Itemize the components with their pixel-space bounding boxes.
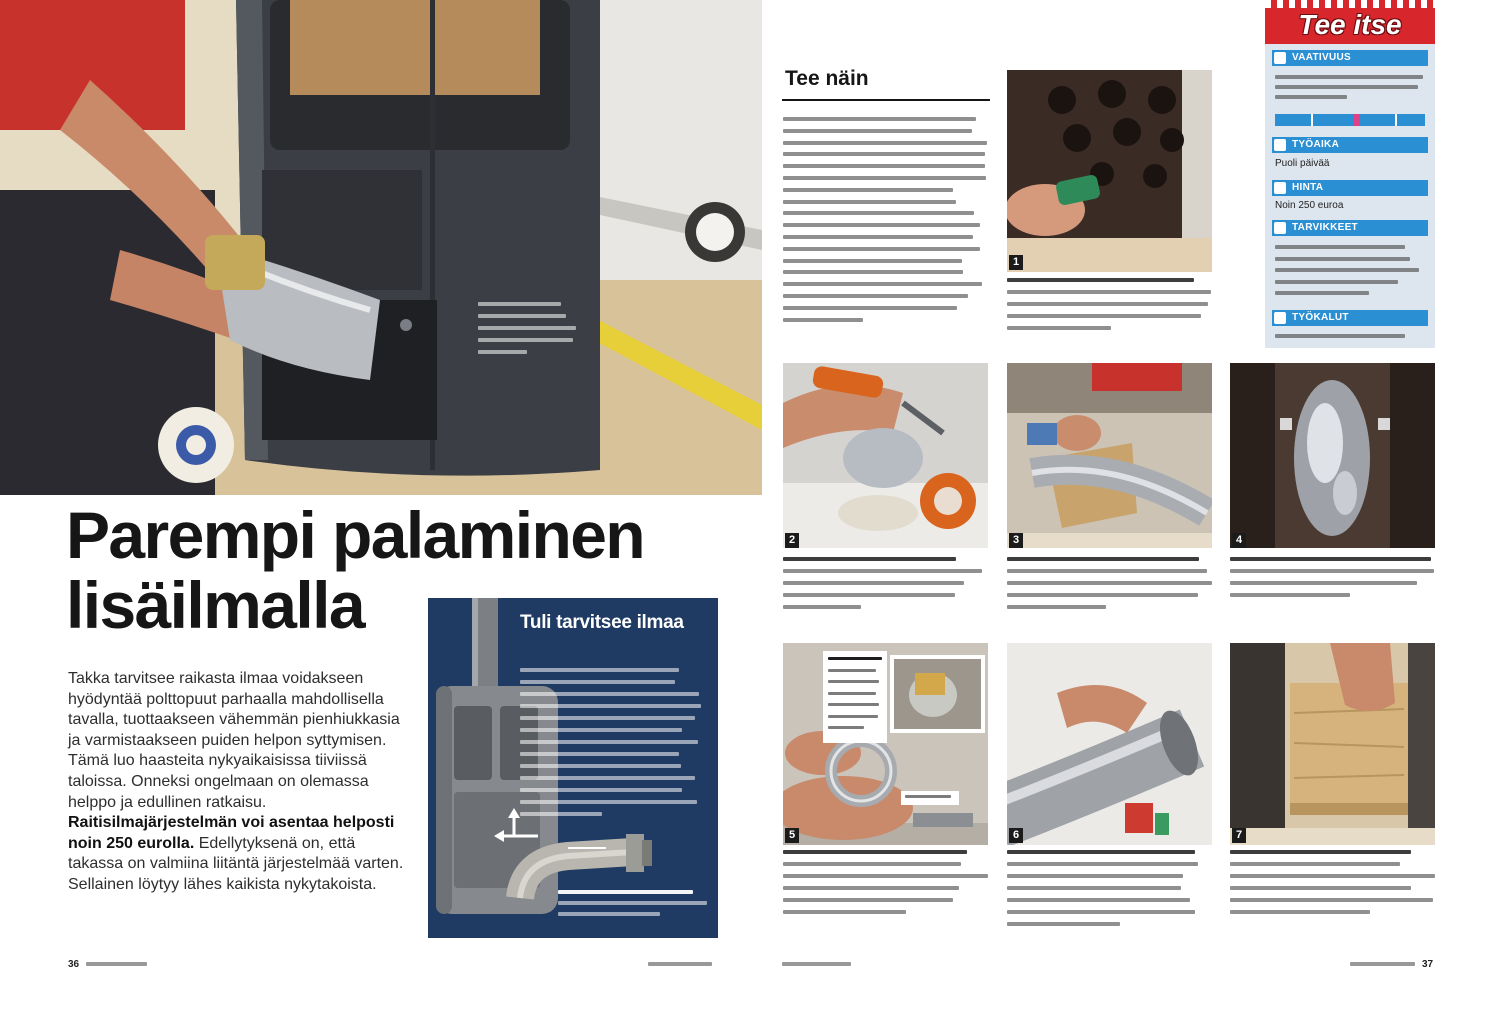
text-line	[1230, 910, 1370, 914]
text-line	[1230, 898, 1433, 902]
text-line	[520, 680, 675, 684]
text-line	[1007, 898, 1190, 902]
text-line	[558, 901, 707, 905]
right-footer-website	[782, 962, 854, 967]
text-line	[520, 812, 602, 816]
difficulty-scale-divider	[1311, 114, 1313, 126]
text-line	[1275, 291, 1369, 295]
sidebar-title: Tee itse	[1298, 9, 1402, 40]
text-line	[520, 752, 679, 756]
sidebar-section-time	[1272, 137, 1428, 153]
sidebar-label-time: TYÖAIKA	[1292, 139, 1340, 150]
step-photo-2-scene	[783, 363, 988, 548]
right-footer-magazine	[1350, 962, 1415, 967]
text-line	[783, 152, 985, 156]
sidebar-label-price: HINTA	[1292, 182, 1324, 193]
sidebar-tools-list	[1275, 334, 1425, 340]
step-photo-7-scene	[1230, 643, 1435, 845]
info-box-caption	[558, 890, 708, 926]
text-line	[905, 795, 951, 798]
text-line	[1275, 257, 1410, 261]
text-line	[783, 141, 987, 145]
text-line	[520, 740, 698, 744]
text-line	[1007, 850, 1195, 854]
step-photo-5-label	[905, 795, 955, 801]
text-line	[783, 176, 986, 180]
hero-photo-caption	[478, 302, 576, 362]
step-badge-3: 3	[1009, 533, 1023, 548]
sidebar-difficulty-text	[1275, 75, 1425, 105]
text-line	[1275, 268, 1419, 272]
text-line	[1275, 85, 1418, 89]
text-line	[783, 259, 962, 263]
text-line	[520, 776, 695, 780]
text-line	[782, 962, 851, 966]
text-line	[1230, 581, 1417, 585]
difficulty-marker	[1353, 114, 1360, 126]
step-photo-5-callout	[828, 657, 883, 739]
text-line	[1007, 910, 1195, 914]
text-line	[1275, 245, 1405, 249]
text-line	[828, 715, 878, 718]
left-footer-magazine	[86, 962, 158, 967]
text-line	[828, 680, 879, 683]
text-line	[1007, 557, 1199, 561]
text-line	[520, 788, 682, 792]
text-line	[1007, 314, 1201, 318]
sidebar-supplies-list	[1275, 245, 1425, 303]
sidebar-section-price	[1272, 180, 1428, 196]
step-photo-1-scene	[1007, 70, 1212, 272]
text-line	[783, 306, 957, 310]
text-line	[783, 129, 972, 133]
article-title-line-1: Parempi palaminen	[66, 498, 645, 572]
text-line	[783, 117, 976, 121]
right-page-number: 37	[1422, 959, 1434, 970]
text-line	[783, 886, 959, 890]
text-line	[783, 223, 980, 227]
hero-photo	[0, 0, 762, 495]
text-line	[558, 912, 660, 916]
text-line	[828, 726, 864, 729]
article-intro	[68, 669, 410, 896]
text-line	[783, 569, 982, 573]
text-line	[1007, 569, 1207, 573]
info-box-text	[520, 668, 702, 828]
text-line	[520, 716, 695, 720]
text-line	[1230, 569, 1434, 573]
text-line	[1230, 886, 1411, 890]
text-line	[1275, 280, 1398, 284]
step-badge-4: 4	[1232, 533, 1246, 548]
wrench-icon	[1274, 312, 1286, 324]
text-line	[1007, 278, 1194, 282]
step-caption-3	[1007, 557, 1212, 623]
text-line	[783, 850, 967, 854]
text-line	[783, 164, 985, 168]
text-line	[1007, 605, 1106, 609]
intro-text-1: Takka tarvitsee raikasta ilmaa voidakseen hyödyntää polttopuut parhaalla mahdollisella tavalla, tuottaakseen vähemmän pienhiukkasia ja varmistaakseen puiden helpon syttymisen. Tämä luo haasteita nykyaikaisissa tiiviissä taloissa. Onneksi ongelmaan on olemassa helppo ja edullinen ratkaisu.	[68, 670, 400, 811]
step-photo-3	[1007, 363, 1212, 548]
text-line	[783, 862, 961, 866]
text-line	[1007, 302, 1208, 306]
text-line	[478, 326, 576, 330]
info-box	[428, 598, 718, 938]
left-page-number: 36	[68, 959, 80, 970]
step-photo-3-scene	[1007, 363, 1212, 548]
text-line	[828, 692, 876, 695]
text-line	[783, 318, 863, 322]
heading-rule	[782, 99, 990, 101]
step-photo-4-scene	[1230, 363, 1435, 548]
step-badge-7: 7	[1232, 828, 1246, 843]
text-line	[1007, 922, 1120, 926]
text-line	[1007, 886, 1181, 890]
step-badge-6: 6	[1009, 828, 1023, 843]
intro-text-bold: Raitisilmajärjestelmän voi asentaa helposti noin 250 eurolla.	[68, 814, 395, 852]
text-line	[783, 270, 963, 274]
text-line	[520, 800, 697, 804]
step-caption-1	[1007, 278, 1212, 344]
step-photo-7	[1230, 643, 1435, 845]
text-line	[783, 898, 953, 902]
text-line	[1230, 874, 1435, 878]
steps-heading: Tee näin	[785, 67, 869, 90]
text-line	[783, 593, 955, 597]
text-line	[1007, 874, 1183, 878]
step-photo-6	[1007, 643, 1212, 845]
text-line	[1275, 95, 1347, 99]
sidebar-value-price: Noin 250 euroa	[1275, 200, 1344, 211]
text-line	[86, 962, 147, 966]
text-line	[520, 728, 682, 732]
text-line	[478, 314, 566, 318]
text-line	[1007, 290, 1211, 294]
sidebar-value-time: Puoli päivää	[1275, 158, 1330, 169]
text-line	[520, 668, 679, 672]
text-line	[783, 910, 906, 914]
diy-sidebar	[1265, 0, 1435, 348]
step-photo-6-scene	[1007, 643, 1212, 845]
step-photo-5-scene	[783, 643, 988, 845]
text-line	[478, 350, 527, 354]
step-caption-5	[783, 850, 988, 920]
article-title-line-2: lisäilmalla	[66, 568, 364, 642]
step-badge-1: 1	[1009, 255, 1023, 270]
text-line	[783, 211, 974, 215]
step-caption-2	[783, 557, 988, 623]
text-line	[783, 282, 982, 286]
step-caption-7	[1230, 850, 1435, 920]
text-line	[1007, 326, 1111, 330]
text-line	[828, 657, 882, 660]
text-line	[1230, 593, 1350, 597]
step-photo-2	[783, 363, 988, 548]
sidebar-section-supplies	[1272, 220, 1428, 236]
sidebar-label-tools: TYÖKALUT	[1292, 312, 1349, 323]
text-line	[1230, 862, 1400, 866]
text-line	[1007, 593, 1198, 597]
step-caption-4	[1230, 557, 1435, 613]
intro-text-2: Edellytyksenä on, että takassa on valmiina liitäntä järjestelmää varten. Sellainen löytyy lähes kaikista nykytakoista.	[68, 834, 404, 893]
sidebar-section-tools	[1272, 310, 1428, 326]
sidebar-header-stripes	[1265, 0, 1435, 8]
text-line	[828, 669, 876, 672]
text-line	[783, 294, 968, 298]
text-line	[783, 188, 953, 192]
clock-icon	[1274, 139, 1286, 151]
step-photo-5	[783, 643, 988, 845]
text-line	[1230, 850, 1411, 854]
step-badge-5: 5	[785, 828, 799, 843]
text-line	[1275, 334, 1405, 338]
text-line	[478, 338, 573, 342]
text-line	[1275, 75, 1423, 79]
step-caption-6	[1007, 850, 1212, 934]
text-line	[1230, 557, 1431, 561]
text-line	[1007, 581, 1212, 585]
hero-photo-scene	[0, 0, 762, 495]
text-line	[828, 703, 879, 706]
text-line	[783, 557, 956, 561]
gauge-icon	[1274, 52, 1286, 64]
text-line	[1007, 862, 1198, 866]
difficulty-scale-divider	[1395, 114, 1397, 126]
text-line	[520, 764, 681, 768]
steps-body-text	[783, 117, 988, 329]
text-line	[558, 890, 693, 894]
text-line	[648, 962, 712, 966]
box-icon	[1274, 222, 1286, 234]
step-photo-4	[1230, 363, 1435, 548]
text-line	[783, 200, 956, 204]
difficulty-scale	[1275, 114, 1425, 126]
euro-icon	[1274, 182, 1286, 194]
text-line	[478, 302, 561, 306]
text-line	[1350, 962, 1415, 966]
sidebar-label-supplies: TARVIKKEET	[1292, 222, 1358, 233]
sidebar-section-difficulty	[1272, 50, 1428, 66]
text-line	[783, 581, 964, 585]
step-photo-1	[1007, 70, 1212, 272]
info-box-title: Tuli tarvitsee ilmaa	[520, 612, 684, 633]
text-line	[520, 692, 699, 696]
text-line	[783, 235, 973, 239]
text-line	[783, 874, 988, 878]
text-line	[520, 704, 701, 708]
step-badge-2: 2	[785, 533, 799, 548]
sidebar-label-difficulty: VAATIVUUS	[1292, 52, 1351, 63]
left-footer-website	[648, 962, 720, 967]
text-line	[783, 247, 980, 251]
text-line	[783, 605, 861, 609]
